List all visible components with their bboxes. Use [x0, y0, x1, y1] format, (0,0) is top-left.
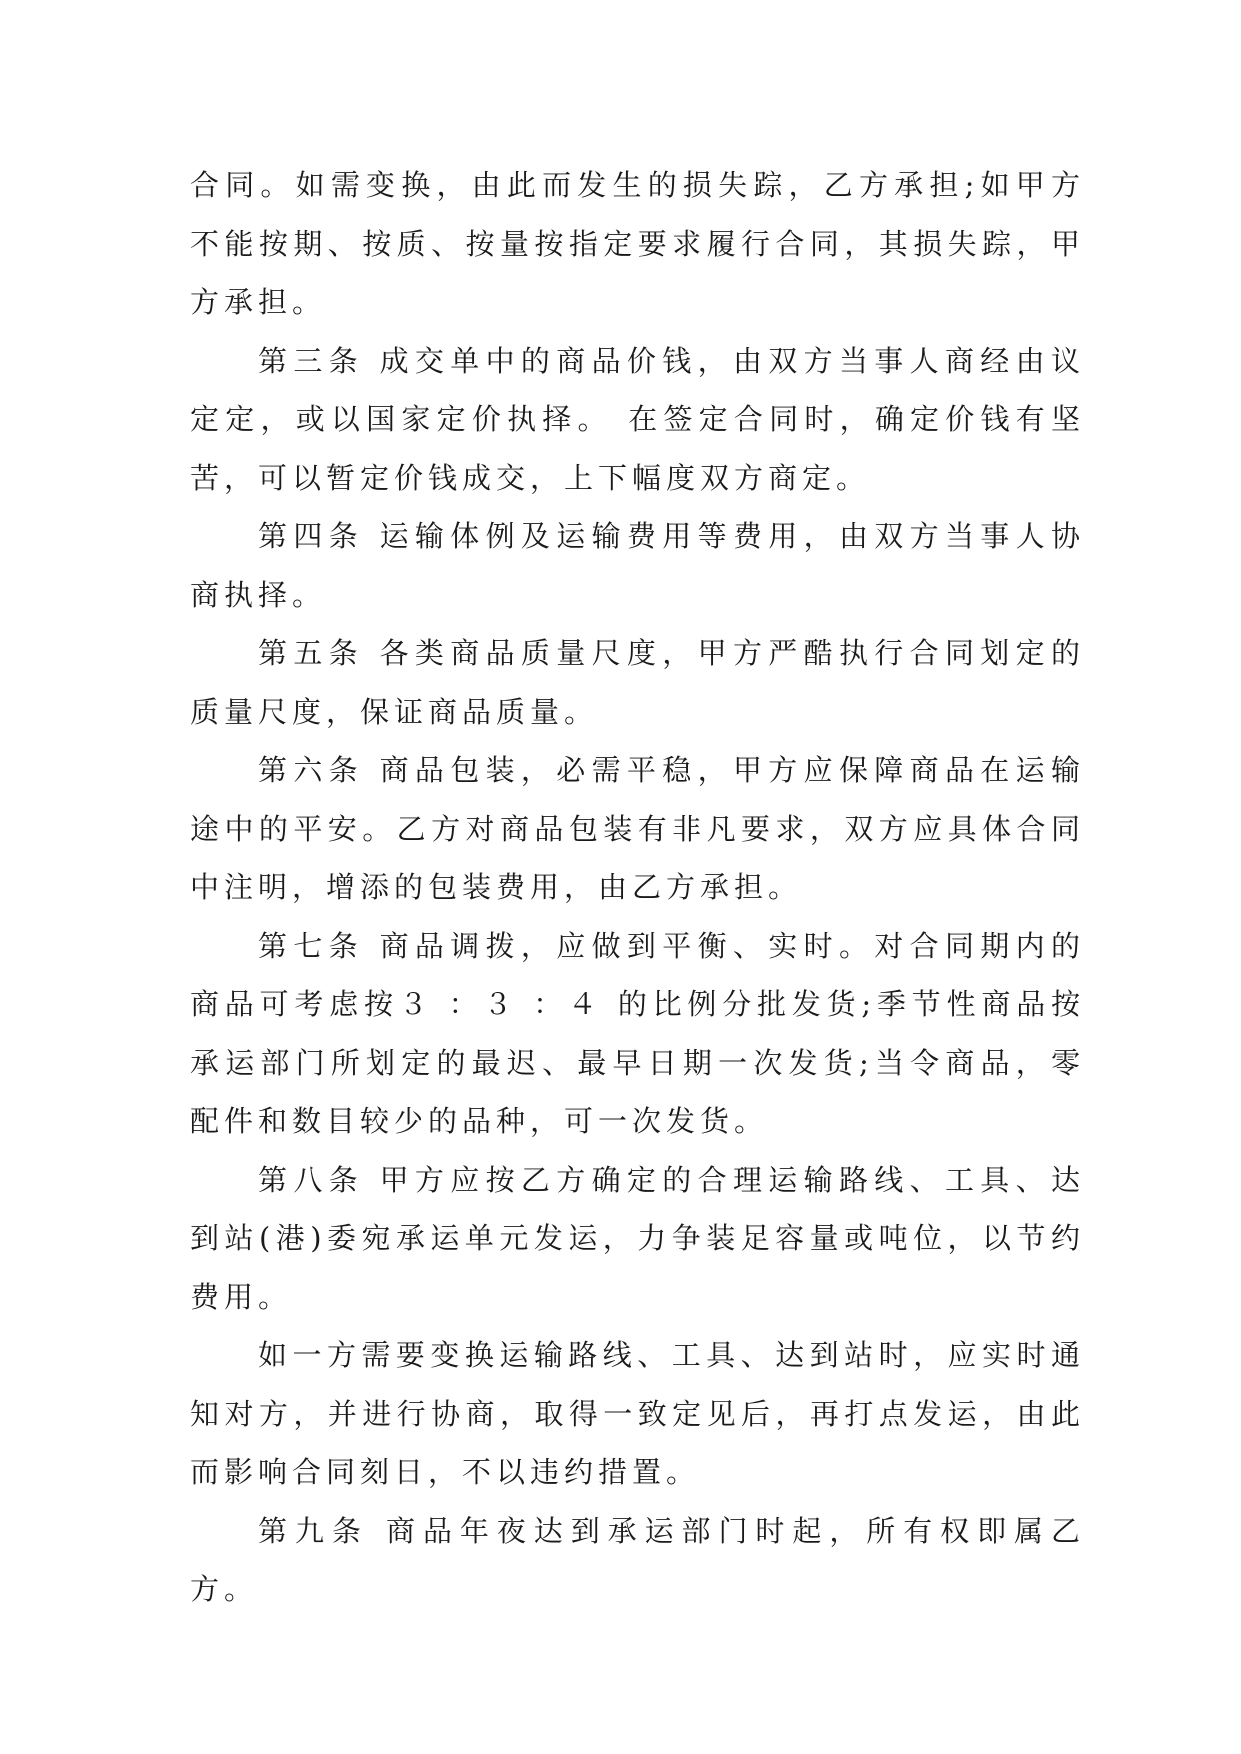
paragraph-continuation: 合同。如需变换，由此而发生的损失踪，乙方承担;如甲方不能按期、按质、按量按指定要求履行合同，其损失踪，甲方承担。 [190, 168, 1085, 319]
paragraph-article-7: 第七条 商品调拨，应做到平衡、实时。对合同期内的商品可考虑按３ ：３ ：４ 的比例分批发货;季节性商品按承运部门所划定的最迟、最早日期一次发货;当令商品，零配件和数目较少的品种，可一次发货。 [190, 928, 1085, 1138]
paragraph-article-4: 第四条 运输体例及运输费用等费用，由双方当事人协商执择。 [190, 519, 1085, 612]
paragraph-article-5: 第五条 各类商品质量尺度，甲方严酷执行合同划定的质量尺度，保证商品质量。 [190, 636, 1085, 729]
paragraph-article-9: 第九条 商品年夜达到承运部门时起，所有权即属乙方。 [190, 1513, 1085, 1606]
paragraph-article-8-note: 如一方需要变换运输路线、工具、达到站时，应实时通知对方，并进行协商，取得一致定见后，再打点发运，由此而影响合同刻日，不以违约措置。 [190, 1338, 1085, 1489]
document-body [190, 156, 1085, 1619]
paragraph-article-8: 第八条 甲方应按乙方确定的合理运输路线、工具、达到站(港)委宛承运单元发运，力争装足容量或吨位，以节约费用。 [190, 1162, 1085, 1314]
paragraph-article-3: 第三条 成交单中的商品价钱，由双方当事人商经由议定定，或以国家定价执择。 在签定合同时，确定价钱有坚苦，可以暂定价钱成交，上下幅度双方商定。 [190, 343, 1085, 495]
paragraph-article-6: 第六条 商品包装，必需平稳，甲方应保障商品在运输途中的平安。乙方对商品包装有非凡要求，双方应具体合同中注明，增添的包装费用，由乙方承担。 [190, 753, 1085, 904]
